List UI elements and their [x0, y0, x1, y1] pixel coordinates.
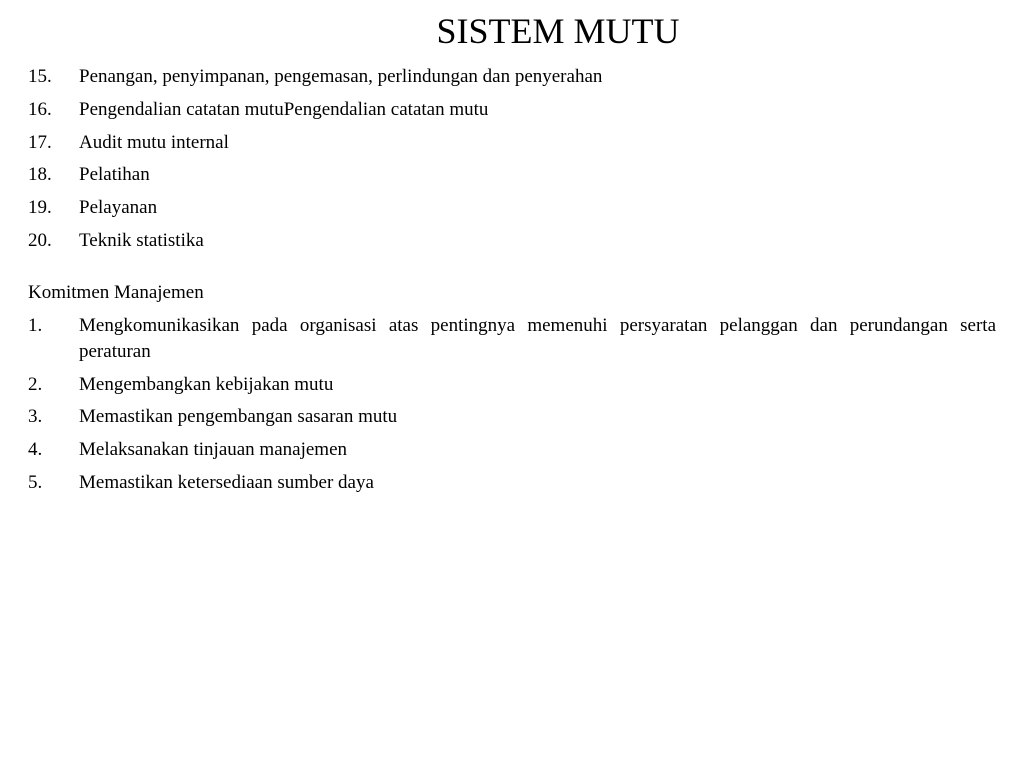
list-item-text: Melaksanakan tinjauan manajemen — [79, 439, 348, 461]
list-item — [28, 195, 996, 221]
list-item-number: 1. — [28, 314, 43, 336]
list-item-text: Pengendalian catatan mutuPengendalian catatan mutu — [79, 98, 489, 120]
slide-body — [28, 64, 996, 503]
list-item-text: Teknik statistika — [79, 229, 204, 251]
list-item-number: 4. — [28, 439, 43, 461]
list-item — [28, 470, 996, 496]
list-item-text: Mengembangkan kebijakan mutu — [79, 373, 334, 395]
slide-title: SISTEM MUTU — [436, 11, 680, 51]
list-item-text: Penangan, penyimpanan, pengemasan, perlindungan dan penyerahan — [79, 66, 603, 87]
list-item-number: 18. — [28, 164, 52, 186]
list-item-number: 5. — [28, 471, 43, 493]
list-item-text: Pelayanan — [79, 197, 158, 219]
list-item — [28, 372, 996, 398]
list-item-number: 3. — [28, 406, 43, 428]
list-item-text: Pelatihan — [79, 164, 150, 186]
list-item-text: Memastikan pengembangan sasaran mutu — [79, 406, 398, 428]
list-item-text: Mengkomunikasikan pada organisasi atas pentingnya memenuhi persyaratan pelanggan dan perundangan serta peraturan — [79, 314, 996, 362]
list-item — [28, 97, 996, 123]
list-item-number: 2. — [28, 373, 43, 395]
list-item — [28, 64, 996, 90]
list-item-number: 16. — [28, 98, 52, 120]
list-item — [28, 130, 996, 156]
list-item-number: 20. — [28, 229, 52, 251]
list-item — [28, 228, 996, 254]
list-item — [28, 437, 996, 463]
list-item — [28, 404, 996, 430]
list-item — [28, 162, 996, 188]
list-item-text: Memastikan ketersediaan sumber daya — [79, 471, 374, 493]
list-item-number: 17. — [28, 131, 52, 153]
list-item-text: Audit mutu internal — [79, 131, 229, 153]
section-heading: Komitmen Manajemen — [28, 281, 204, 303]
list-item — [28, 313, 996, 365]
list-item-number: 15. — [28, 66, 52, 87]
list-item-number: 19. — [28, 197, 52, 219]
